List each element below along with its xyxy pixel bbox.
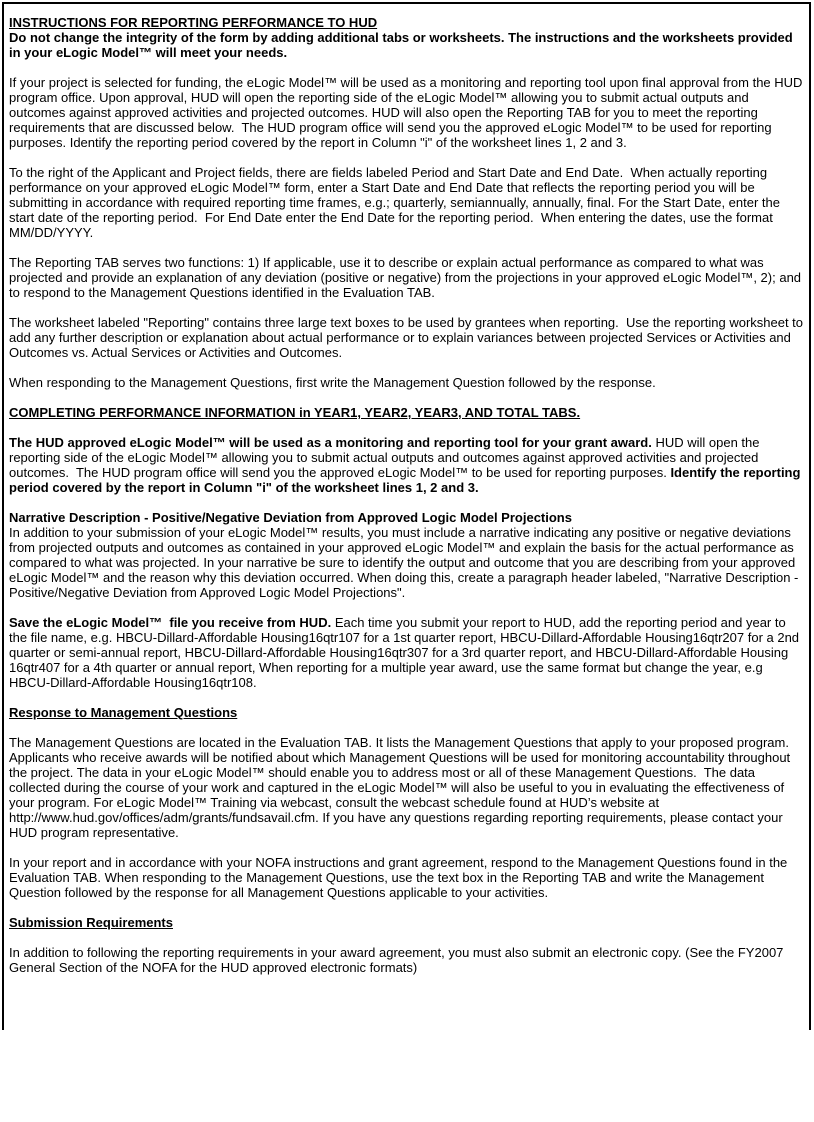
para-hud-approved (9, 435, 806, 495)
run-hud-approved-bold-start: The HUD approved eLogic Model™ will be used as a monitoring and reporting tool for your grant award. (9, 435, 652, 450)
para-narrative-deviation: In addition to your submission of your eLogic Model™ results, you must include a narrative indicating any positive or negative deviations from projected outputs and outcomes as contained in your approved eLogic Model™ and explain the basis for the actual performance as compared to what was projected. In your narrative be sure to identify the output and outcome that you are describing from your approved eLogic Model™ and the reason why this deviation occurred. When doing this, create a paragraph header labeled, "Narrative Description - Positive/Negative Deviation from Approved Logic Model Projections". (9, 525, 803, 600)
para-reporting-worksheet: The worksheet labeled "Reporting" contains three large text boxes to be used by grantees when reporting. Use the reporting worksheet to add any further description or explanation about actual performance or to explain variances between projected Services or Activities and Outcomes vs. Actual Services or Activities and Outcomes. (9, 315, 807, 360)
para-period-fields: To the right of the Applicant and Project fields, there are fields labeled Period and Start Date and End Date. When actually reporting performance on your approved eLogic Model™ form, enter a Start Date and End Date that reflects the reporting period you will be submitting in accordance with required reporting time frames, e.g.; quarterly, semiannually, annually, final. For the Start Date, enter the start date of the reporting period. For End Date enter the End Date for the reporting period. When entering the dates, use the format MM/DD/YYYY. (9, 165, 784, 240)
para-responding-questions: When responding to the Management Questions, first write the Management Question followed by the response. (9, 375, 656, 390)
para-management-questions-location: The Management Questions are located in the Evaluation TAB. It lists the Management Questions that apply to your proposed program. Applicants who receive awards will be notified about which Management Questions will be used for monitoring accountability throughout the project. The data in your eLogic Model™ should enable you to address most or all of these Management Questions. The data collected during the course of your work and captured in the eLogic Model™ will also be useful to you in evaluating the effectiveness of your program. For eLogic Model™ Training via webcast, consult the webcast schedule found at HUD’s website at http://www.hud.gov/offices/adm/grants/fundsavail.cfm. If you have any questions regarding reporting requirements, please contact your HUD program representative. (9, 735, 794, 840)
run-hud-approved-middle: HUD will open the reporting side of the eLogic Model™ allowing you to submit actual outputs and outcomes against approved activities and projected outcomes. The HUD program office will send you the approved eLogic Model™ to be used for reporting purposes. (9, 435, 764, 480)
para-funding-selected: If your project is selected for funding, the eLogic Model™ will be used as a monitoring and reporting tool upon final approval from the HUD program office. Upon approval, HUD will open the reporting side of the eLogic Model™ allowing you to submit actual outputs and outcomes against approved activities and projected outcomes. HUD will also open the Reporting TAB for you to meet the reporting requirements that are discussed below. The HUD program office will send you the approved eLogic Model™ to be used for reporting purposes. Identify the reporting period covered by the report in Column "i" of the worksheet lines 1, 2 and 3. (9, 75, 807, 150)
instructions-cell (2, 2, 811, 1030)
para-submission-electronic-copy: In addition to following the reporting requirements in your award agreement, you must also submit an electronic copy. (See the FY2007 General Section of the NOFA for the HUD approved electronic formats) (9, 945, 788, 975)
heading-completing-performance: COMPLETING PERFORMANCE INFORMATION in YEAR1, YEAR2, YEAR3, AND TOTAL TABS. (9, 405, 581, 420)
para-save-model (9, 615, 806, 690)
heading-response-management-questions: Response to Management Questions (9, 705, 238, 720)
run-hud-approved-bold-end: Identify the reporting period covered by the report in Column "i" of the worksheet lines 1, 2 and 3. (9, 465, 805, 495)
run-save-bold: Save the eLogic Model™ file you receive from HUD. (9, 615, 332, 630)
para-management-questions-report: In your report and in accordance with your NOFA instructions and grant agreement, respond to the Management Questions found in the Evaluation TAB. When responding to the Management Questions, use the text box in the Reporting TAB and write the Management Question followed by the response for all Management Questions applicable to your activities. (9, 855, 791, 900)
para-reporting-tab-functions: The Reporting TAB serves two functions: 1) If applicable, use it to describe or explain actual performance as compared to what was projected and provide an explanation of any deviation (positive or negative) from the projections in your approved eLogic Model™, 2); and to respond to the Management Questions identified in the Evaluation TAB. (9, 255, 805, 300)
heading-narrative-description: Narrative Description - Positive/Negative Deviation from Approved Logic Model Projections (9, 510, 572, 525)
run-save-rest: Each time you submit your report to HUD, add the reporting period and year to the file name, e.g. HBCU-Dillard-Affordable Housing16qtr107 for a 1st quarter report, HBCU-Dillard-Affordable Housing16qtr207 for a 2nd quarter or semi-annual report, HBCU-Dillard-Affordable Housing16qtr307 for a 3rd quarter report, and HBCU-Dillard-Affordable Housing 16qtr407 for a 4th quarter or annual report, When reporting for a multiple year award, use the same format but change the year, e.g HBCU-Dillard-Affordable Housing16qtr108. (9, 615, 803, 690)
doc-title: INSTRUCTIONS FOR REPORTING PERFORMANCE TO HUD (9, 15, 378, 30)
para-form-integrity: Do not change the integrity of the form by adding additional tabs or worksheets. The instructions and the worksheets provided in your eLogic Model™ will meet your needs. (9, 30, 797, 60)
heading-submission-requirements: Submission Requirements (9, 915, 173, 930)
